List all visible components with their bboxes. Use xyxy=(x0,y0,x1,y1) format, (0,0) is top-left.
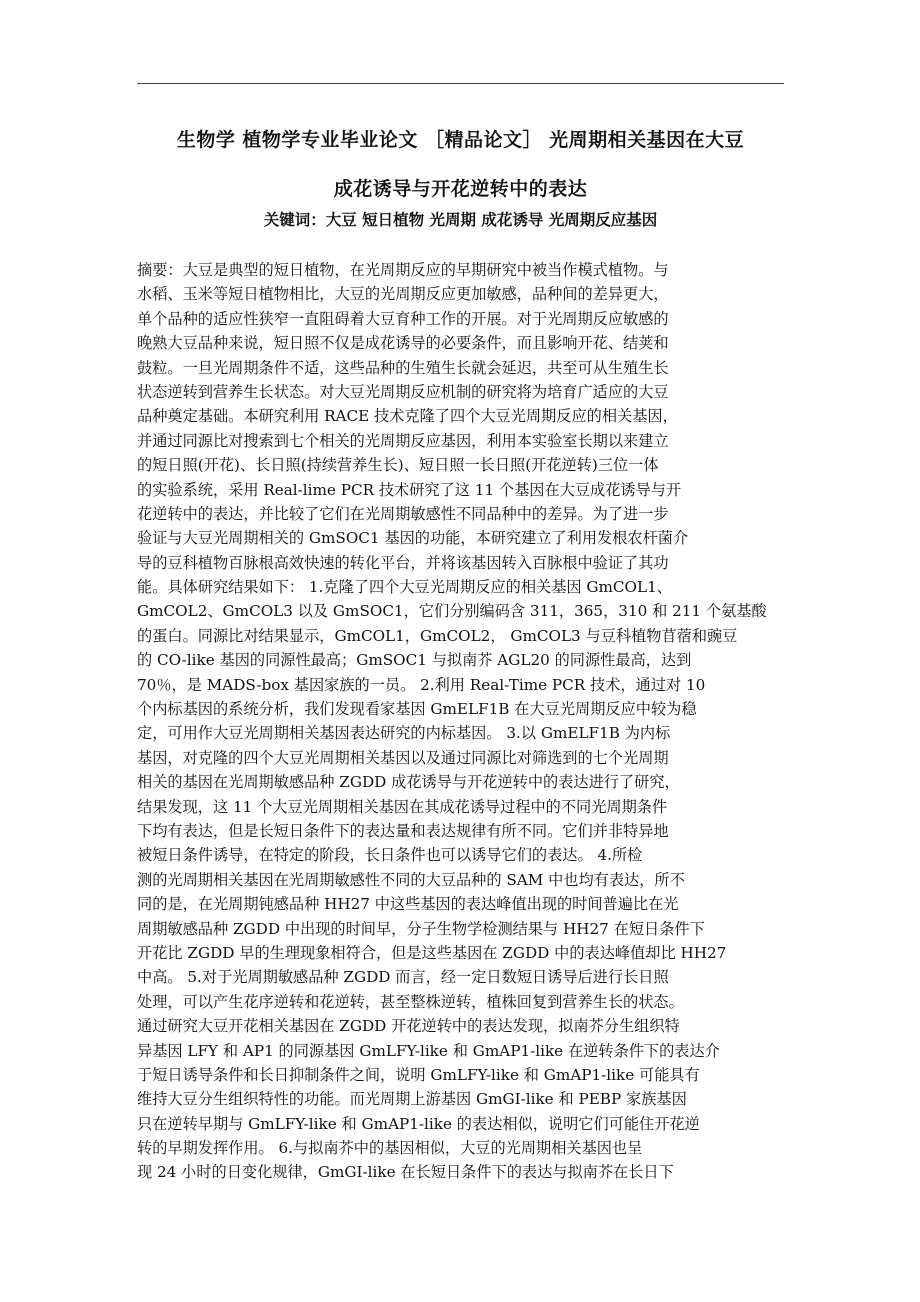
abstract-line: 测的光周期相关基因在光周期敏感性不同的大豆品种的 SAM 中也均有表达，所不 xyxy=(137,870,685,889)
abstract-line: 晚熟大豆品种来说，短日照不仅是成花诱导的必要条件，而且影响开花、结荚和 xyxy=(137,334,669,353)
abstract-line: 定，可用作大豆光周期相关基因表达研究的内标基因。 3.以 GmELF1B 为内标 xyxy=(137,724,671,743)
abstract-line: 鼓粒。一旦光周期条件不适，这些品种的生殖生长就会延迟，共至可从生殖生长 xyxy=(137,358,669,377)
abstract-line: 于短日诱导条件和长日抑制条件之间，说明 GmLFY-like 和 GmAP1-like 可能具有 xyxy=(137,1065,700,1084)
abstract-line: 相关的基因在光周期敏感品种 ZGDD 成花诱导与开花逆转中的表达进行了研究， xyxy=(137,773,680,792)
abstract-line: 70％，是 MADS-box 基因家族的一员。 2.利用 Real-Time PCR 技术，通过对 10 xyxy=(137,675,706,694)
document-title-line-1: 生物学 植物学专业毕业论文 ［精品论文］ 光周期相关基因在大豆 xyxy=(176,129,745,151)
abstract-line: 结果发现，这 11 个大豆光周期相关基因在其成花诱导过程中的不同光周期条件 xyxy=(137,797,668,816)
abstract-line: 的 CO-like 基因的同源性最高；GmSOC1 与拟南芥 AGL20 的同源性最高，达到 xyxy=(137,651,692,670)
abstract-line: 只在逆转早期与 GmLFY-like 和 GmAP1-like 的表达相似，说明它们可能住开花逆 xyxy=(137,1114,700,1133)
abstract-line: 花逆转中的表达，并比较了它们在光周期敏感性不同品种中的差异。为了进一步 xyxy=(137,504,669,523)
abstract-line: 周期敏感品种 ZGDD 中出现的时间早，分子生物学检测结果与 HH27 在短日条件下 xyxy=(137,919,705,938)
abstract-line: 能。具体研究结果如下： 1.克隆了四个大豆光周期反应的相关基因 GmCOL1、 xyxy=(137,578,672,597)
document-title-line-2: 成花诱导与开花逆转中的表达 xyxy=(333,178,588,200)
abstract-line: 的短日照(开花)、长日照(持续营养生长)、短日照一长日照(开花逆转)三位一体 xyxy=(137,456,659,475)
abstract-line: 开花比 ZGDD 早的生理现象相符合，但是这些基因在 ZGDD 中的表达峰值却比 HH27 xyxy=(137,943,727,962)
abstract-line: 的蛋白。同源比对结果显示，GmCOL1，GmCOL2， GmCOL3 与豆科植物苜蓿和豌豆 xyxy=(137,626,738,645)
abstract-line: 维持大豆分生组织特性的功能。而光周期上游基因 GmGI-like 和 PEBP 家族基因 xyxy=(137,1090,687,1109)
abstract-line: 同的是，在光周期钝感品种 HH27 中这些基因的表达峰值出现的时间普遍比在光 xyxy=(137,895,679,914)
abstract-line: 通过研究大豆开花相关基因在 ZGDD 开花逆转中的表达发现，拟南芥分生组织特 xyxy=(137,1017,680,1036)
abstract-line: 品种奠定基础。本研究利用 RACE 技术克隆了四个大豆光周期反应的相关基因， xyxy=(137,407,678,426)
abstract-body xyxy=(137,258,787,1185)
header-rule xyxy=(137,83,784,84)
abstract-line: 摘要：大豆是典型的短日植物，在光周期反应的早期研究中被当作模式植物。与 xyxy=(137,261,669,279)
abstract-line: 验证与大豆光周期相关的 GmSOC1 基因的功能，本研究建立了利用发根农杆菌介 xyxy=(137,529,689,548)
abstract-line: 导的豆科植物百脉根高效快速的转化平台，并将该基因转入百脉根中验证了其功 xyxy=(137,553,669,572)
keywords-line: 关键词：大豆 短日植物 光周期 成花诱导 光周期反应基因 xyxy=(263,211,658,229)
abstract-line: 下均有表达，但是长短日条件下的表达量和表达规律有所不同。它们并非特异地 xyxy=(137,821,669,840)
abstract-line: 转的早期发挥作用。 6.与拟南芥中的基因相似，大豆的光周期相关基因也呈 xyxy=(137,1139,643,1158)
abstract-line: 处理，可以产生花序逆转和花逆转，甚至整株逆转，植株回复到营养生长的状态。 xyxy=(137,992,684,1011)
abstract-line: 水稻、玉米等短日植物相比，大豆的光周期反应更加敏感，品种间的差异更大， xyxy=(137,285,669,304)
abstract-line: 状态逆转到营养生长状态。对大豆光周期反应机制的研究将为培育广适应的大豆 xyxy=(137,382,669,401)
abstract-line: 并通过同源比对搜索到七个相关的光周期反应基因，利用本实验室长期以来建立 xyxy=(137,431,669,450)
abstract-line: 异基因 LFY 和 AP1 的同源基因 GmLFY-like 和 GmAP1-like 在逆转条件下的表达介 xyxy=(137,1041,720,1060)
abstract-line: 被短日条件诱导，在特定的阶段，长日条件也可以诱导它们的表达。 4.所检 xyxy=(137,846,643,865)
abstract-line: GmCOL2、GmCOL3 以及 GmSOC1，它们分别编码含 311，365，310 和 211 个氨基酸 xyxy=(137,602,767,621)
abstract-line: 单个品种的适应性狭窄一直阻碍着大豆育种工作的开展。对于光周期反应敏感的 xyxy=(137,309,669,328)
abstract-line: 中高。 5.对于光周期敏感品种 ZGDD 而言，经一定日数短日诱导后进行长日照 xyxy=(137,968,669,987)
abstract-line: 现 24 小时的日变化规律，GmGI-like 在长短日条件下的表达与拟南芥在长日下 xyxy=(137,1163,674,1182)
abstract-line: 的实验系统，采用 Real-lime PCR 技术研究了这 11 个基因在大豆成花诱导与开 xyxy=(137,480,682,499)
abstract-line: 个内标基因的系统分析，我们发现看家基因 GmELF1B 在大豆光周期反应中较为稳 xyxy=(137,700,697,719)
abstract-line: 基因，对克隆的四个大豆光周期相关基因以及通过同源比对筛选到的七个光周期 xyxy=(137,748,669,767)
